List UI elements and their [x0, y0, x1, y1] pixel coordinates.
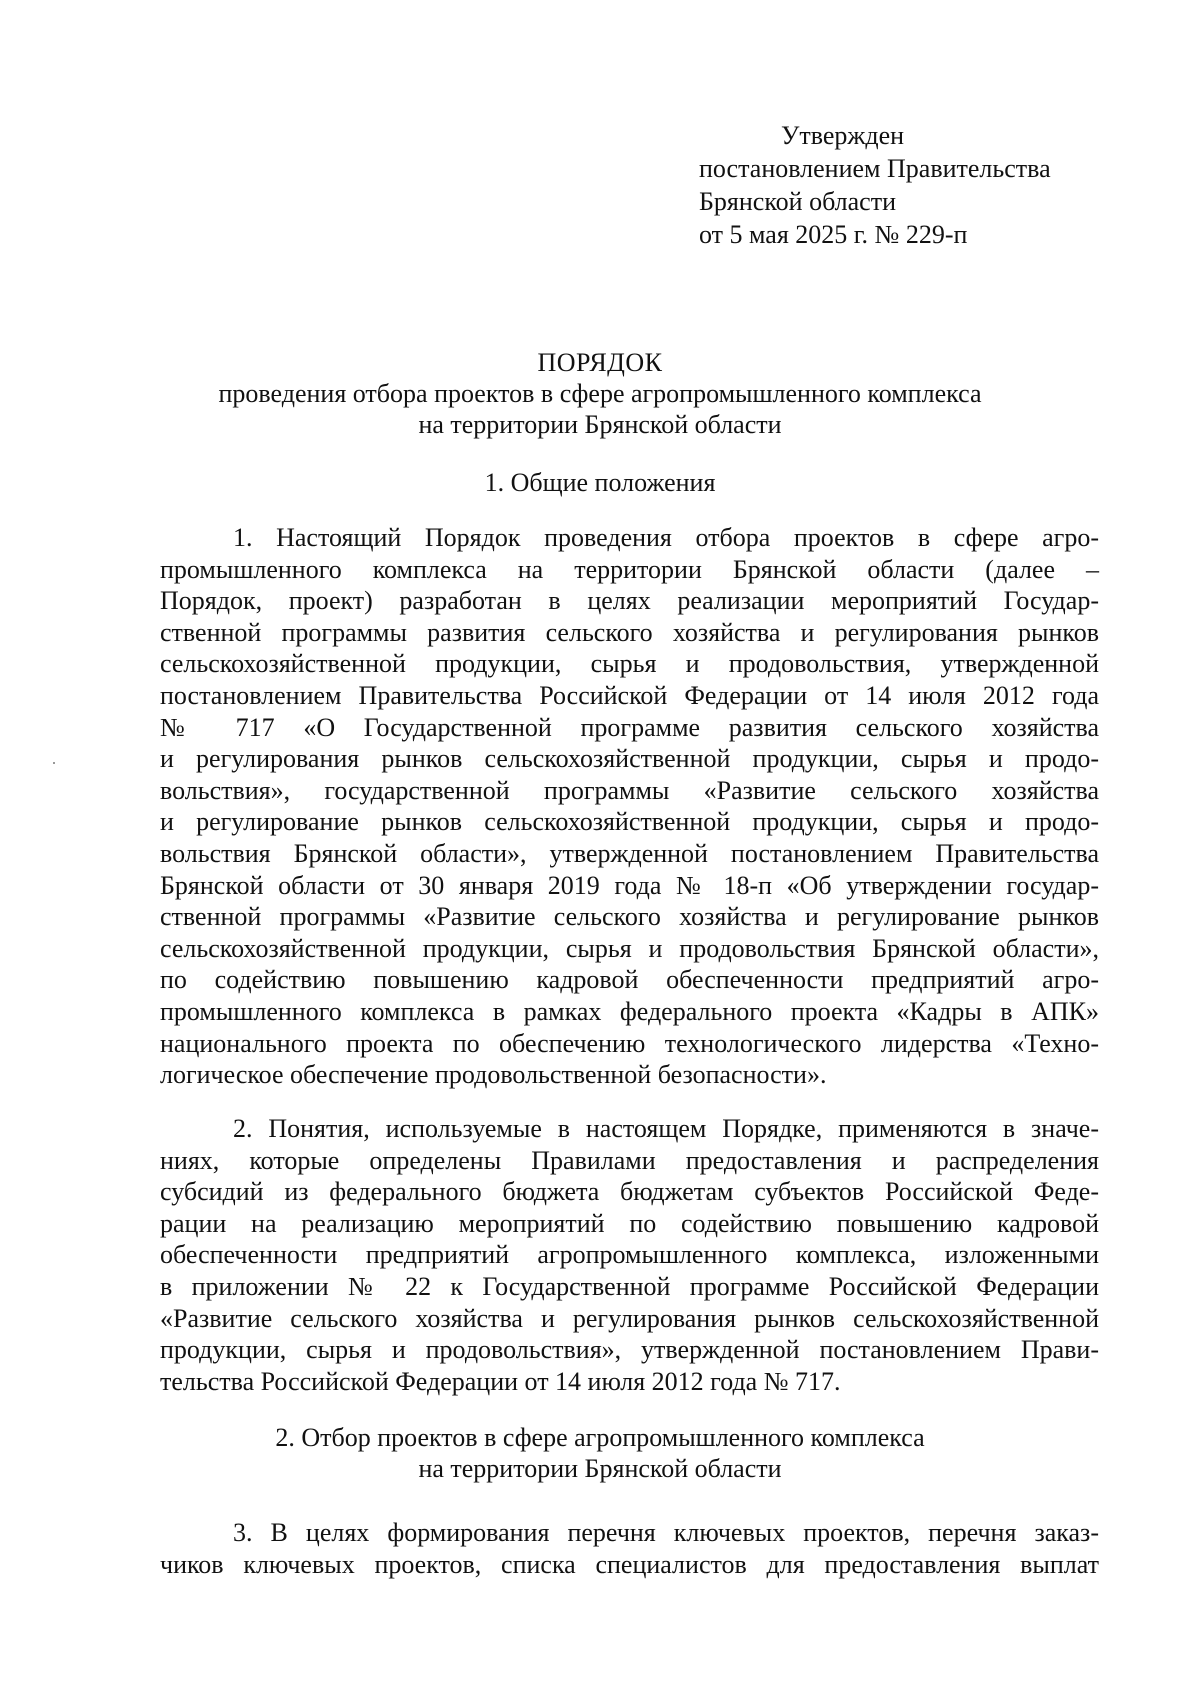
scan-artifact — [53, 762, 55, 764]
section-2-heading-line-1: 2. Отбор проектов в сфере агропромышленного комплекса — [275, 1423, 925, 1452]
approval-line-3: Брянской области — [699, 187, 896, 216]
text-line: 2. Понятия, используемые в настоящем Порядке, применяются в значе- — [233, 1114, 1099, 1143]
text-line: ственной программы «Развитие сельского хозяйства и регулирование рынков — [160, 902, 1099, 932]
approval-line-2: постановлением Правительства — [699, 154, 1051, 183]
text-line: вольствия», государственной программы «Развитие сельского хозяйства — [160, 775, 1099, 805]
title-line-2: проведения отбора проектов в сфере агропромышленного комплекса — [218, 379, 982, 408]
document-title — [0, 347, 1200, 440]
text-line: 3. В целях формирования перечня ключевых проектов, перечня заказ- — [233, 1518, 1099, 1547]
text-line: сельскохозяйственной продукции, сырья и продовольствия Брянской области», — [160, 933, 1099, 963]
title-line-1: ПОРЯДОК — [537, 348, 663, 377]
approval-line-4: от 5 мая 2025 г. № 229-п — [699, 220, 968, 249]
text-line: постановлением Правительства Российской Федерации от 14 июля 2012 года — [160, 680, 1099, 710]
text-line: сельскохозяйственной продукции, сырья и продовольствия, утвержденной — [160, 649, 1099, 679]
paragraph-2 — [160, 1113, 1099, 1397]
text-line: чиков ключевых проектов, списка специалистов для предоставления выплат — [160, 1549, 1099, 1579]
text-line: ственной программы развития сельского хозяйства и регулирования рынков — [160, 617, 1099, 647]
text-line: рации на реализацию мероприятий по содействию повышению кадровой — [160, 1208, 1099, 1238]
text-line: «Развитие сельского хозяйства и регулирования рынков сельскохозяйственной — [160, 1303, 1099, 1333]
text-line: и регулирования рынков сельскохозяйственной продукции, сырья и продо- — [160, 744, 1099, 774]
section-2-heading-line-2: на территории Брянской области — [418, 1454, 782, 1483]
text-line: Порядок, проект) разработан в целях реализации мероприятий Государ- — [160, 586, 1099, 616]
text-line: субсидий из федерального бюджета бюджетам субъектов Российской Феде- — [160, 1177, 1099, 1207]
text-line: Брянской области от 30 января 2019 года № 18-п «Об утверждении государ- — [160, 870, 1099, 900]
approval-stamp — [699, 119, 1051, 251]
text-line: промышленного комплекса в рамках федерального проекта «Кадры в АПК» — [160, 996, 1099, 1026]
approval-line-1: Утвержден — [781, 121, 905, 150]
section-1-heading-text: 1. Общие положения — [484, 468, 716, 497]
text-line: обеспеченности предприятий агропромышленного комплекса, изложенными — [160, 1240, 1099, 1270]
text-line: ниях, которые определены Правилами предоставления и распределения — [160, 1145, 1099, 1175]
section-2-heading — [0, 1422, 1200, 1484]
paragraph-3 — [160, 1517, 1099, 1580]
text-line: 1. Настоящий Порядок проведения отбора проектов в сфере агро- — [233, 523, 1099, 552]
text-line: национального проекта по обеспечению технологического лидерства «Техно- — [160, 1028, 1099, 1058]
text-line: по содействию повышению кадровой обеспеченности предприятий агро- — [160, 965, 1099, 995]
text-line: тельства Российской Федерации от 14 июля 2012 года № 717. — [160, 1366, 841, 1396]
paragraph-1 — [160, 522, 1099, 1091]
text-line: и регулирование рынков сельскохозяйственной продукции, сырья и продо- — [160, 807, 1099, 837]
text-line: в приложении № 22 к Государственной программе Российской Федерации — [160, 1271, 1099, 1301]
text-line: вольствия Брянской области», утвержденной постановлением Правительства — [160, 838, 1099, 868]
text-line: логическое обеспечение продовольственной безопасности». — [160, 1060, 827, 1090]
text-line: промышленного комплекса на территории Брянской области (далее – — [160, 554, 1099, 584]
text-line: продукции, сырья и продовольствия», утвержденной постановлением Прави- — [160, 1335, 1099, 1365]
text-line: № 717 «О Государственной программе развития сельского хозяйства — [160, 712, 1099, 742]
title-line-3: на территории Брянской области — [418, 410, 782, 439]
section-1-heading — [0, 467, 1200, 498]
